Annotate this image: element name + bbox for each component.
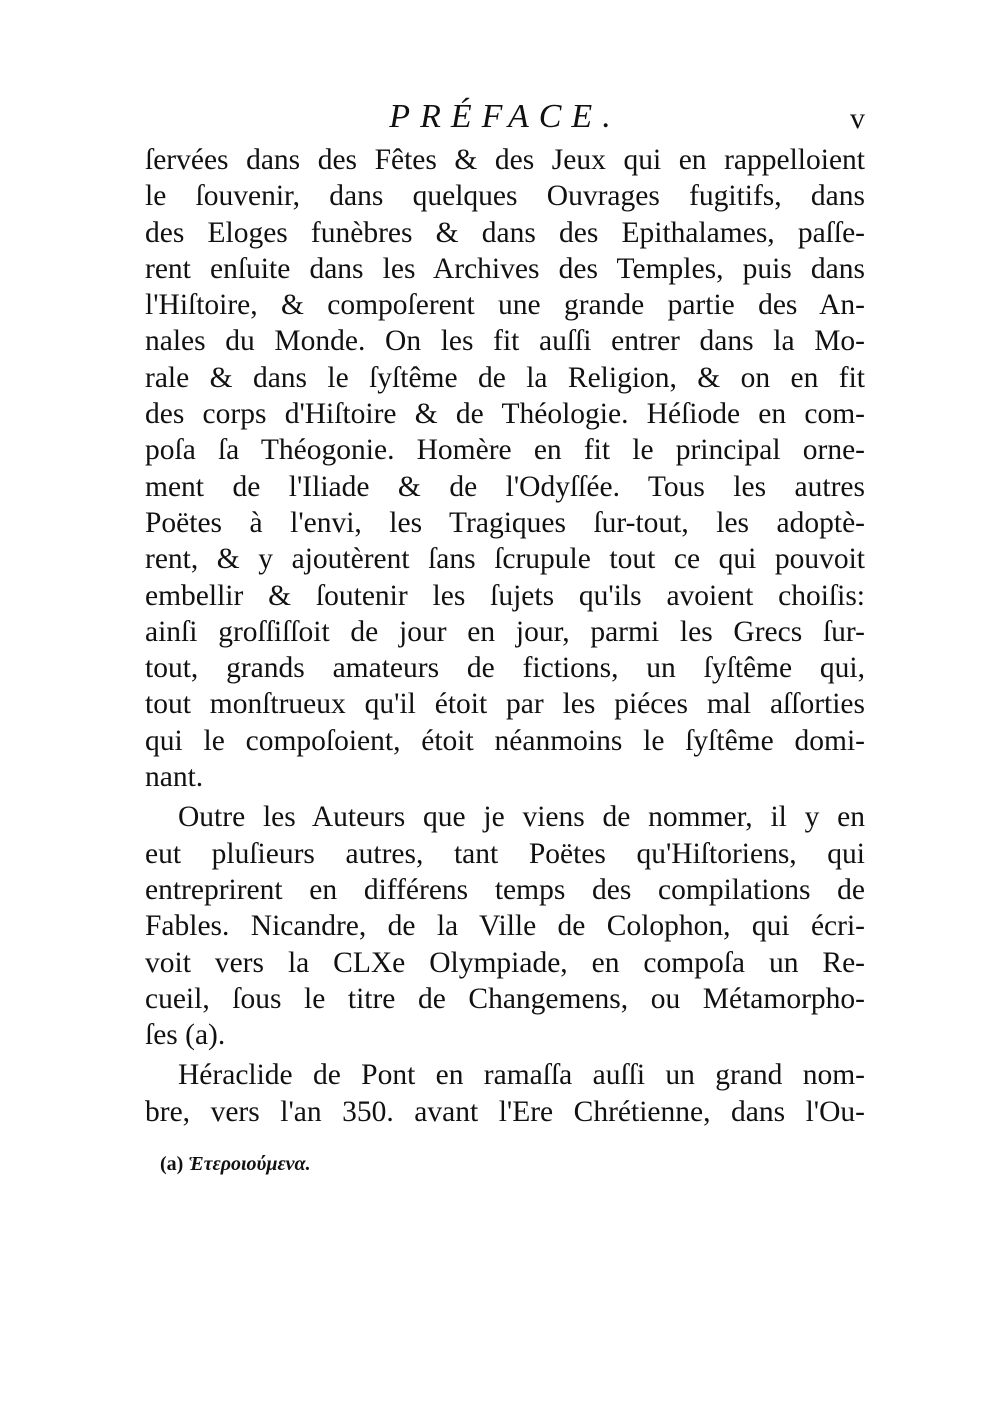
- paragraph: [145, 1057, 865, 1130]
- paragraph: [145, 142, 865, 795]
- text-line: l'Hiſtoire, & compoſerent une grande partie des An-: [145, 289, 865, 322]
- running-title: PRÉFACE.: [389, 98, 621, 135]
- paragraph: [145, 799, 865, 1053]
- text-line: rale & dans le ſyſtême de la Religion, & on en fit: [145, 361, 865, 394]
- text-line: poſa ſa Théogonie. Homère en fit le principal orne-: [145, 434, 865, 467]
- text-line: bre, vers l'an 350. avant l'Ere Chrétienne, dans l'Ou-: [145, 1095, 865, 1128]
- text-line: ainſi groſſiſſoit de jour en jour, parmi les Grecs ſur-: [145, 615, 865, 648]
- text-line: Poëtes à l'envi, les Tragiques ſur-tout, les adoptè-: [145, 506, 865, 539]
- text-line: rent enſuite dans les Archives des Temples, puis dans: [145, 252, 865, 285]
- text-line: nant.: [145, 761, 204, 794]
- footnote-mark: (a): [160, 1153, 184, 1175]
- text-line: le ſouvenir, dans quelques Ouvrages fugitifs, dans: [145, 180, 865, 213]
- text-line: Fables. Nicandre, de la Ville de Colophon, qui écri-: [145, 910, 865, 943]
- text-line: tout monſtrueux qu'il étoit par les piéces mal aſſorties: [145, 688, 865, 721]
- text-line: entreprirent en différens temps des compilations de: [145, 873, 865, 906]
- text-line: voit vers la CLXe Olympiade, en compoſa un Re-: [145, 946, 865, 979]
- text-line: Outre les Auteurs que je viens de nommer, il y en: [178, 801, 865, 834]
- text-line: cueil, ſous le titre de Changemens, ou Métamorpho-: [145, 982, 865, 1015]
- text-line: ment de l'Iliade & de l'Odyſſée. Tous les autres: [145, 470, 865, 503]
- text-line: embellir & ſoutenir les ſujets qu'ils avoient choiſis:: [145, 579, 865, 612]
- body-text: [145, 142, 865, 1130]
- text-line: des corps d'Hiſtoire & de Théologie. Héſiode en com-: [145, 398, 865, 431]
- text-line: tout, grands amateurs de fictions, un ſyſtême qui,: [145, 652, 865, 685]
- page-number: v: [850, 102, 865, 135]
- text-line: qui le compoſoient, étoit néanmoins le ſyſtême domi-: [145, 724, 865, 757]
- footnote-text: Ἑτεροιούμενα.: [188, 1153, 311, 1175]
- text-line: rent, & y ajoutèrent ſans ſcrupule tout ce qui pouvoit: [145, 543, 865, 576]
- text-line: Héraclide de Pont en ramaſſa auſſi un grand nom-: [178, 1059, 865, 1092]
- text-line: ſes (a).: [145, 1019, 226, 1052]
- text-line: ſervées dans des Fêtes & des Jeux qui en rappelloient: [145, 144, 865, 176]
- text-line: nales du Monde. On les fit auſſi entrer dans la Mo-: [145, 325, 865, 358]
- text-line: des Eloges funèbres & dans des Epithalames, paſſe-: [145, 216, 865, 249]
- text-line: eut pluſieurs autres, tant Poëtes qu'Hiſtoriens, qui: [145, 837, 865, 870]
- footnote: [160, 1153, 311, 1176]
- page-header: [145, 98, 865, 148]
